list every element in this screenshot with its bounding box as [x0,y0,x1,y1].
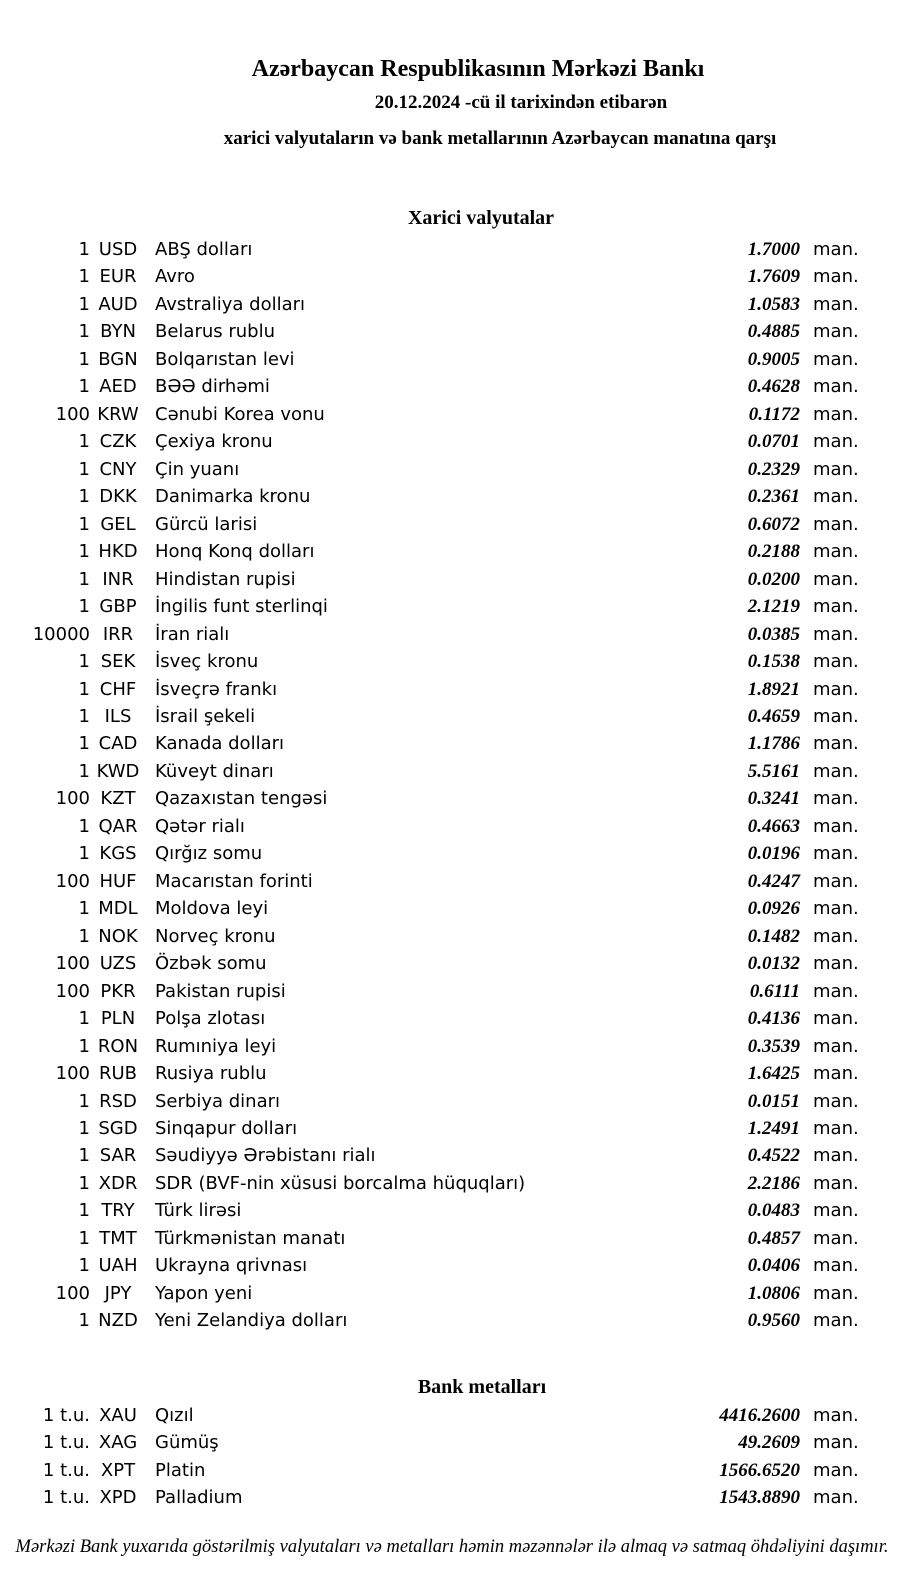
rate-row [0,511,922,538]
rate-quantity: 1 t.u. [42,1459,90,1481]
rate-quantity: 1 [78,431,90,453]
currencies-table [0,236,922,1335]
rate-row [0,1115,922,1142]
rate-value: 2.1219 [747,596,800,618]
rate-quantity: 1 [78,843,90,865]
currency-code: XAG [98,1432,138,1454]
currency-code: XDR [98,1172,138,1194]
currency-name: Hindistan rupisi [155,568,296,590]
rate-value: 5.5161 [747,760,800,782]
currency-name: Honq Konq dolları [155,541,315,563]
currency-code: CHF [99,678,137,700]
unit-label: man. [813,1282,859,1304]
currency-code: SGD [98,1118,138,1139]
rate-row [0,236,922,263]
currency-name: İsrail şekeli [155,705,256,727]
rate-value: 1543.8890 [719,1487,800,1509]
rate-row [0,840,922,867]
rate-value: 0.0200 [747,568,800,590]
rate-value: 0.0483 [747,1200,800,1222]
unit-label: man. [813,403,859,425]
currency-name: Palladium [155,1487,243,1509]
currency-name: Yapon yeni [155,1282,253,1304]
rate-row [0,593,922,620]
unit-label: man. [813,266,859,288]
unit-label: man. [813,596,859,618]
unit-label: man. [813,733,859,755]
currency-code: XAU [99,1405,137,1426]
currency-code: AUD [98,293,138,315]
currency-code: RSD [99,1090,137,1112]
unit-label: man. [813,431,859,453]
rate-row [0,1033,922,1060]
rate-quantity: 1 [78,266,90,288]
rate-quantity: 100 [55,788,90,810]
unit-label: man. [813,1035,859,1057]
rate-quantity: 100 [55,1063,90,1085]
rate-row [0,676,922,703]
unit-label: man. [813,843,859,865]
rate-row [0,1484,922,1511]
currency-code: MDL [98,898,138,920]
rate-value: 0.4857 [747,1227,800,1249]
currency-code: BGN [98,348,138,370]
currency-name: Sinqapur dolları [155,1118,298,1139]
unit-label: man. [813,458,859,480]
currency-name: SDR (BVF-nin xüsusi borcalma hüquqları) [155,1172,526,1194]
unit-label: man. [813,1432,859,1454]
rate-value: 0.1538 [747,651,800,673]
rate-row [0,978,922,1005]
unit-label: man. [813,568,859,590]
disclaimer-footer: Mərkəzi Bank yuxarıda göstərilmiş valyutaları və metalları həmin məzənnələr ilə almaq və satmaq öhdəliyini daşımır. [15,1537,889,1557]
rate-row [0,1280,922,1307]
rate-value: 0.4663 [747,815,800,837]
rate-value: 2.2186 [747,1172,800,1194]
currency-name: Bolqarıstan levi [155,348,295,370]
rate-quantity: 10000 [32,623,90,645]
currency-code: XPD [99,1487,137,1509]
rate-value: 0.4659 [747,705,800,727]
currency-code: RON [97,1035,139,1057]
rate-quantity: 1 t.u. [42,1432,90,1454]
unit-label: man. [813,541,859,563]
currency-code: HKD [98,541,138,563]
currency-code: HUF [99,870,137,892]
rate-value: 1.0806 [747,1282,800,1304]
rate-value: 1.0583 [747,293,800,315]
rate-quantity: 100 [55,870,90,892]
metals-section-heading: Bank metalları [417,1376,547,1398]
rate-row [0,730,922,757]
rate-quantity: 1 [78,541,90,563]
currency-code: CZK [99,431,137,453]
currency-name: Cənubi Korea vonu [155,403,325,425]
rate-value: 1.1786 [747,733,800,755]
currency-name: Qətər rialı [155,815,245,837]
currency-code: PKR [100,980,136,1002]
rate-row [0,373,922,400]
currency-name: Rumıniya leyi [155,1035,277,1057]
rate-value: 0.2329 [747,458,800,480]
currency-name: Ukrayna qrivnası [155,1255,308,1277]
currency-code: TRY [101,1200,135,1222]
currency-name: Avro [155,266,195,288]
currency-code: ILS [104,705,132,727]
rate-quantity: 1 [78,1035,90,1057]
rate-value: 0.3241 [747,788,800,810]
rate-value: 1566.6520 [719,1459,800,1481]
unit-label: man. [813,1063,859,1085]
currency-name: Pakistan rupisi [155,980,286,1002]
unit-label: man. [813,1200,859,1222]
rate-value: 1.7000 [747,239,800,260]
rate-row [0,923,922,950]
rate-row [0,1197,922,1224]
currency-code: NZD [98,1310,138,1332]
currency-code: AED [99,376,137,398]
page-subtitle: xarici valyutaların və bank metallarının Azərbaycan manatına qarşı [223,128,777,149]
rate-row [0,1429,922,1456]
currency-name: Gümüş [155,1432,219,1454]
rate-row [0,1005,922,1032]
currency-name: Çin yuanı [155,458,240,480]
rate-quantity: 1 [78,1172,90,1194]
rate-value: 0.0406 [747,1255,800,1277]
currency-name: Qırğız somu [155,843,263,865]
currency-name: İsveç kronu [155,651,259,673]
unit-label: man. [813,1172,859,1194]
unit-label: man. [813,1255,859,1277]
rate-quantity: 1 [78,293,90,315]
rate-quantity: 1 [78,513,90,535]
currency-code: EUR [99,266,137,288]
rate-quantity: 1 [78,321,90,343]
currency-name: Macarıstan forinti [155,870,313,892]
rate-value: 0.0196 [747,843,800,865]
unit-label: man. [813,1310,859,1332]
currency-name: Yeni Zelandiya dolları [155,1310,348,1332]
rate-row [0,1225,922,1252]
rate-row [0,950,922,977]
currency-name: Gürcü larisi [155,513,258,535]
rate-value: 0.2361 [747,486,800,508]
currency-name: Platin [155,1459,206,1481]
rate-value: 0.6111 [749,980,800,1002]
currency-name: Serbiya dinarı [155,1090,280,1112]
currency-name: Küveyt dinarı [155,760,274,782]
rate-row [0,813,922,840]
rate-quantity: 1 [78,925,90,947]
rate-quantity: 1 [78,596,90,618]
rate-quantity: 1 [78,1090,90,1112]
unit-label: man. [813,486,859,508]
rate-row [0,703,922,730]
rate-value: 0.3539 [747,1035,800,1057]
rate-row [0,621,922,648]
rate-value: 0.4885 [747,321,800,343]
rate-quantity: 1 t.u. [42,1405,90,1426]
rate-quantity: 1 [78,1227,90,1249]
currency-code: JPY [104,1282,132,1304]
rate-row [0,1170,922,1197]
rate-row [0,291,922,318]
rate-value: 0.6072 [747,513,800,535]
rate-quantity: 100 [55,403,90,425]
rate-quantity: 1 [78,733,90,755]
rate-row [0,648,922,675]
unit-label: man. [813,1405,859,1426]
currency-name: Səudiyyə Ərəbistanı rialı [155,1145,376,1167]
rate-row [0,868,922,895]
rate-quantity: 1 [78,898,90,920]
rate-quantity: 100 [55,953,90,975]
rate-row [0,1088,922,1115]
currency-name: Qazaxıstan tengəsi [155,788,328,810]
rate-value: 1.2491 [747,1118,800,1139]
unit-label: man. [813,898,859,920]
rate-quantity: 1 [78,1255,90,1277]
rate-value: 0.1172 [748,403,800,425]
unit-label: man. [813,513,859,535]
rate-quantity: 1 [78,376,90,398]
currency-code: GBP [99,596,137,618]
currency-code: QAR [98,815,138,837]
rate-row [0,566,922,593]
rate-quantity: 1 [78,1145,90,1167]
currency-code: CNY [99,458,137,480]
rate-quantity: 1 [78,239,90,260]
currency-code: UZS [99,953,137,975]
unit-label: man. [813,705,859,727]
rate-quantity: 1 [78,1310,90,1332]
currencies-section-heading: Xarici valyutalar [407,207,555,229]
rate-row [0,401,922,428]
rate-row [0,456,922,483]
rate-value: 0.4522 [747,1145,800,1167]
unit-label: man. [813,788,859,810]
currency-name: Türk lirəsi [155,1200,242,1222]
rate-quantity: 1 [78,1200,90,1222]
currency-code: UAH [98,1255,138,1277]
rate-row [0,758,922,785]
unit-label: man. [813,1459,859,1481]
currency-name: İsveçrə frankı [155,678,278,700]
currency-name: Türkmənistan manatı [155,1227,346,1249]
rate-quantity: 1 [78,760,90,782]
currency-name: Belarus rublu [155,321,276,343]
currency-code: SAR [99,1145,137,1167]
currency-code: USD [98,239,138,260]
rate-value: 0.0385 [747,623,800,645]
currency-code: NOK [98,925,138,947]
page-title: Azərbaycan Respublikasının Mərkəzi Bankı [251,56,705,82]
currency-code: KWD [96,760,140,782]
currency-name: ABŞ dolları [155,239,253,260]
unit-label: man. [813,1227,859,1249]
unit-label: man. [813,293,859,315]
unit-label: man. [813,239,859,260]
rate-value: 0.0701 [747,431,800,453]
unit-label: man. [813,1487,859,1509]
rate-row [0,1307,922,1334]
rate-value: 1.8921 [747,678,800,700]
currency-name: BƏƏ dirhəmi [155,376,270,398]
currency-code: RUB [98,1063,138,1085]
currency-code: BYN [100,321,136,343]
currency-name: Çexiya kronu [155,431,273,453]
unit-label: man. [813,1118,859,1139]
unit-label: man. [813,376,859,398]
rate-quantity: 1 [78,651,90,673]
currency-code: XPT [100,1459,136,1481]
rate-quantity: 1 [78,815,90,837]
currency-code: KRW [97,403,139,425]
unit-label: man. [813,760,859,782]
unit-label: man. [813,815,859,837]
currency-name: Kanada dolları [155,733,285,755]
rate-quantity: 1 [78,678,90,700]
rate-value: 0.2188 [747,541,800,563]
rate-value: 0.0926 [747,898,800,920]
unit-label: man. [813,870,859,892]
unit-label: man. [813,678,859,700]
rate-row [0,1457,922,1484]
rate-value: 0.4628 [747,376,800,398]
currency-name: Avstraliya dolları [155,293,306,315]
currency-name: Danimarka kronu [155,486,311,508]
rate-quantity: 1 [78,348,90,370]
unit-label: man. [813,1008,859,1030]
rate-row [0,538,922,565]
currency-name: İngilis funt sterlinqi [155,596,328,618]
currency-name: Polşa zlotası [155,1008,266,1030]
rate-quantity: 1 [78,486,90,508]
rate-quantity: 1 t.u. [42,1487,90,1509]
currency-code: KZT [100,788,136,810]
rate-value: 0.4247 [747,870,800,892]
rate-value: 1.6425 [747,1063,800,1085]
rate-quantity: 1 [78,705,90,727]
rate-row [0,1142,922,1169]
currency-name: Qızıl [155,1405,194,1426]
rate-quantity: 1 [78,568,90,590]
unit-label: man. [813,651,859,673]
unit-label: man. [813,623,859,645]
rate-quantity: 1 [78,1008,90,1030]
rate-value: 0.0132 [747,953,800,975]
unit-label: man. [813,1090,859,1112]
unit-label: man. [813,348,859,370]
rate-quantity: 1 [78,1118,90,1139]
currency-name: Rusiya rublu [155,1063,267,1085]
currency-code: DKK [99,486,137,508]
rate-row [0,318,922,345]
metals-table [0,1402,922,1512]
rate-value: 4416.2600 [719,1405,800,1426]
unit-label: man. [813,953,859,975]
rate-row [0,895,922,922]
rate-value: 0.1482 [747,925,800,947]
rate-value: 0.0151 [747,1090,800,1112]
currency-name: Moldova leyi [155,898,269,920]
currency-name: İran rialı [155,623,230,645]
currency-code: PLN [100,1008,136,1030]
rate-row [0,785,922,812]
rate-quantity: 100 [55,1282,90,1304]
currency-code: KGS [99,843,137,865]
rate-row [0,346,922,373]
currency-code: CAD [98,733,138,755]
currency-name: Norveç kronu [155,925,276,947]
unit-label: man. [813,321,859,343]
currency-code: GEL [100,513,136,535]
rate-row [0,1060,922,1087]
rate-value: 0.9005 [747,348,800,370]
rate-row [0,1402,922,1429]
rate-value: 0.4136 [747,1008,800,1030]
unit-label: man. [813,980,859,1002]
currency-code: TMT [99,1227,137,1249]
rate-row [0,1252,922,1279]
currency-code: INR [102,568,134,590]
rate-value: 49.2609 [738,1432,800,1454]
currency-code: SEK [100,651,136,673]
rate-row [0,263,922,290]
rate-quantity: 1 [78,458,90,480]
rate-row [0,483,922,510]
unit-label: man. [813,1145,859,1167]
currency-name: Özbək somu [155,953,267,975]
effective-date-line: 20.12.2024 -cü il tarixindən etibarən [374,92,668,113]
rate-row [0,428,922,455]
unit-label: man. [813,925,859,947]
rate-value: 0.9560 [747,1310,800,1332]
rate-value: 1.7609 [747,266,800,288]
currency-code: IRR [102,623,134,645]
rate-quantity: 100 [55,980,90,1002]
